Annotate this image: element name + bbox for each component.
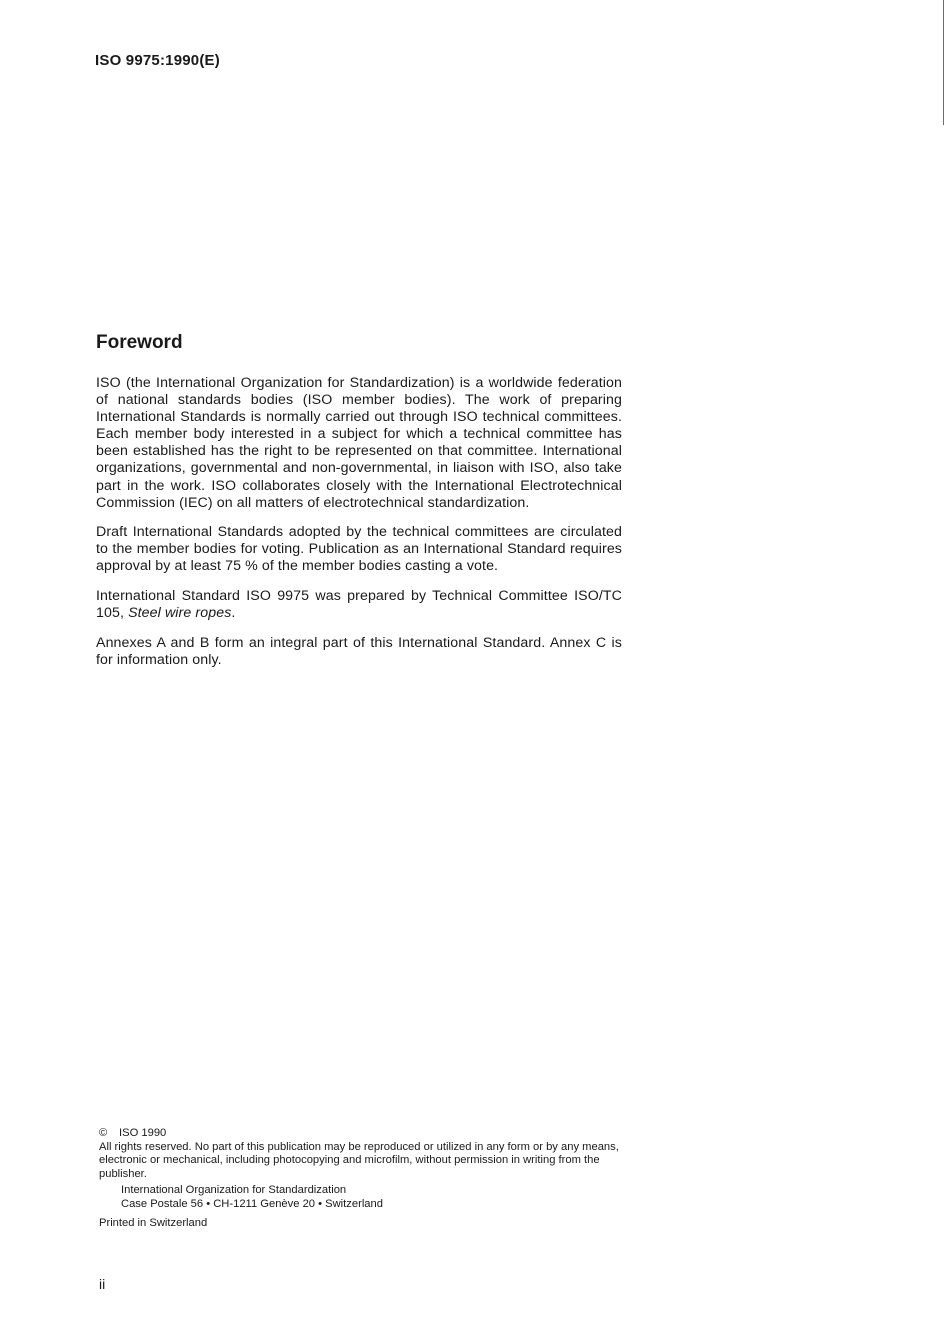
- copyright-symbol: ©: [99, 1127, 108, 1139]
- paragraph-3-suffix: .: [231, 605, 236, 622]
- foreword-heading: Foreword: [96, 332, 183, 353]
- organization-address: Case Postale 56 • CH-1211 Genève 20 • Switzerland: [121, 1197, 383, 1210]
- paragraph-3-prefix: International Standard ISO 9975 was prepared by Technical Committee ISO/TC 105,: [96, 588, 622, 622]
- printed-location: Printed in Switzerland: [99, 1216, 208, 1229]
- copyright-line: [99, 1127, 629, 1141]
- foreword-paragraph-2: Draft International Standards adopted by the technical committees are circulated to the member bodies for voting. Publication as an International Standard requires approval by at least 75 % of the member bodies casting a vote.: [96, 524, 622, 575]
- organization-name: International Organization for Standardization: [121, 1184, 347, 1197]
- copyright-year: ISO 1990: [119, 1127, 167, 1139]
- page-number: ii: [99, 1276, 106, 1292]
- standard-identifier: ISO 9975:1990(E): [95, 52, 220, 69]
- foreword-paragraph-3: [96, 588, 622, 622]
- rights-statement: All rights reserved. No part of this publication may be reproduced or utilized in any form or by any means, electronic or mechanical, including photocopying and microfilm, without permission in writing from the publisher.: [99, 1140, 619, 1180]
- scan-edge-line: [943, 0, 944, 125]
- foreword-paragraph-4: Annexes A and B form an integral part of this International Standard. Annex C is for information only.: [96, 634, 622, 668]
- committee-title: Steel wire ropes: [128, 605, 232, 622]
- foreword-paragraph-1: ISO (the International Organization for Standardization) is a worldwide federation of national standards bodies (ISO member bodies). The work of preparing International Standards is normally carried out through ISO technical committees. Each member body interested in a subject for which a technical committee has been established has the right to be represented on that committee. International organizations, governmental and non-governmental, in liaison with ISO, also take part in the work. ISO collaborates closely with the International Electrotechnical Commission (IEC) on all matters of electrotechnical standardization.: [96, 375, 622, 511]
- copyright-block: [99, 1127, 629, 1230]
- foreword-body: [96, 375, 622, 681]
